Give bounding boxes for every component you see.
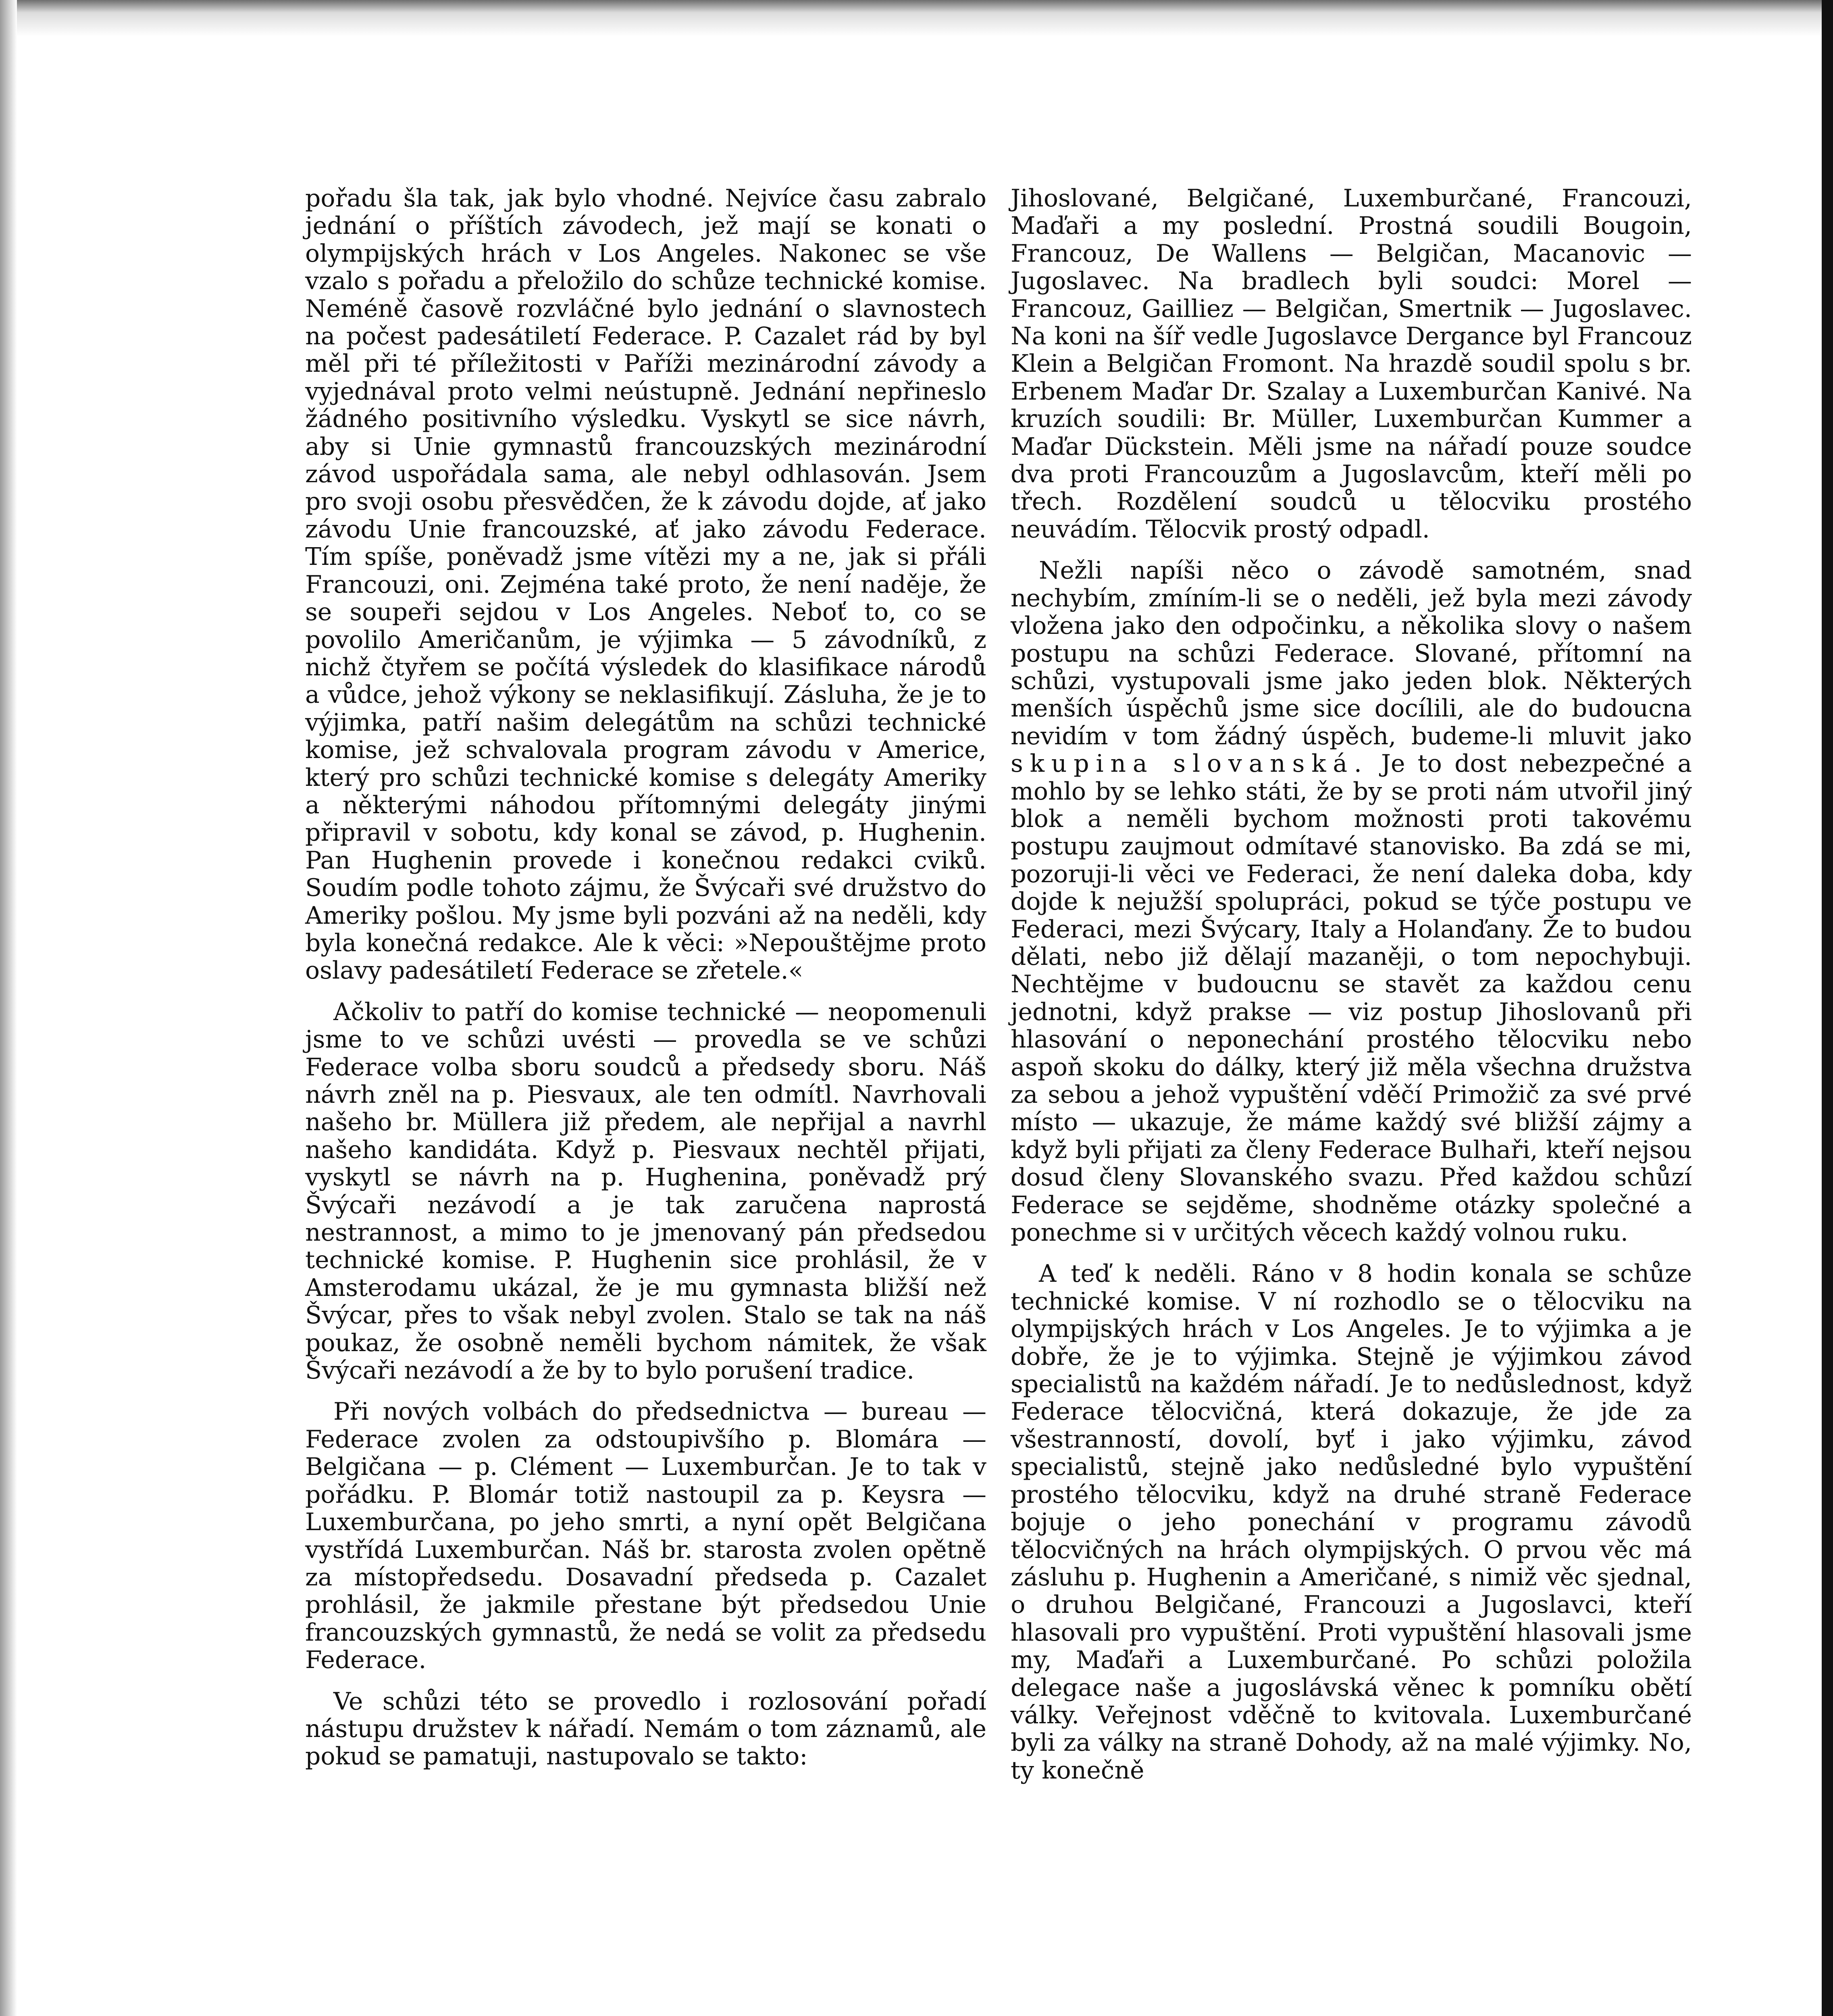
right-paragraph-3: A teď k neděli. Ráno v 8 hodin konala se schůze technické komise. V ní rozhodlo se o tělocviku na olympijských hrách v Los Angeles. Je to výjimka a je dobře, že je to výjimka. Stejně je výjimkou závod specialistů na každém nářadí. Je to nedůslednost, když Federace tělocvičná, která dokazuje, že jde za všestranností, dovolí, byť i jako výjimku, závod specialistů, stejně jako nedůsledné bylo vypuštění prostého tělocviku, když na druhé straně Federace bojuje o jeho ponechání v programu závodů tělocvičných na hrách olympijských. O prvou věc má zásluhu p. Hughenin a Američané, s nimiž věc sjednal, o druhou Belgičané, Francouzi a Jugoslavci, kteří hlasovali pro vypuštění. Proti vypuštění hlasovali jsme my, Maďaři a Luxemburčané. Po schůzi položila delegace naše a jugoslávská věnec k pomníku obětí války. Veřejnost vděčně to kvitovala. Luxemburčané byli za války na straně Dohody, až na malé výjimky. No, ty konečně — [1011, 1260, 1692, 1785]
right-paragraph-2 — [1011, 557, 1692, 1246]
spaced-emphasis-text: skupina slovanská. — [1011, 750, 1369, 778]
left-paragraph-3: Při nových volbách do předsednictva — bureau — Federace zvolen za odstoupivšího p. Blomára — Belgičana — p. Clément — Luxemburčan. Je to tak v pořádku. P. Blomár totiž nastoupil za p. Keysra — Luxemburčana, po jeho smrti, a nyní opět Belgičana vystřídá Luxemburčan. Náš br. starosta zvolen opětně za místopředsedu. Dosavadní předseda p. Cazalet prohlásil, že jakmile přestane být předsedou Unie francouzských gymnastů, že nedá se volit za předsedu Federace. — [305, 1397, 986, 1674]
left-text-column — [305, 185, 986, 1770]
page-top-edge — [0, 0, 1833, 36]
right-paragraph-1: Jihoslované, Belgičané, Luxemburčané, Francouzi, Maďaři a my poslední. Prostná soudili Bougoin, Francouz, De Wallens — Belgičan, Macanovic — Jugoslavec. Na bradlech byli soudci: Morel — Francouz, Gailliez — Belgičan, Smertnik — Jugoslavec. Na koni na šíř vedle Jugoslavce Dergance byl Francouz Klein a Belgičan Fromont. Na hrazdě soudil spolu s br. Erbenem Maďar Dr. Szalay a Luxemburčan Kanivé. Na kruzích soudili: Br. Müller, Luxemburčan Kummer a Maďar Dückstein. Měli jsme na nářadí pouze soudce dva proti Francouzům a Jugoslavcům, kteří měli po třech. Rozdělení soudců u tělocviku prostého neuvádím. Tělocvik prostý odpadl. — [1011, 184, 1692, 544]
left-paragraph-2: Ačkoliv to patří do komise technické — neopomenuli jsme to ve schůzi uvésti — provedla se ve schůzi Federace volba sboru soudců a předsedy sboru. Náš návrh zněl na p. Piesvaux, ale ten odmítl. Navrhovali našeho br. Müllera již předem, ale nepřijal a navrhl našeho kandidáta. Když p. Piesvaux nechtěl přijati, vyskytl se návrh na p. Hughenina, poněvadž prý Švýcaři nezávodí a je tak zaručena naprostá nestrannost, a mimo to je jmenovaný pán předsedou technické komise. P. Hughenin sice prohlásil, že v Amsterodamu ukázal, že je mu gymnasta bližší než Švýcar, přes to však nebyl zvolen. Stalo se tak na náš poukaz, že osobně neměli bychom námitek, že však Švýcaři nezávodí a že by to bylo porušení tradice. — [305, 998, 986, 1385]
left-paragraph-1: pořadu šla tak, jak bylo vhodné. Nejvíce času zabralo jednání o příštích závodech, jež mají se konati o olympijských hrách v Los Angeles. Nakonec se vše vzalo s pořadu a přeložilo do schůze technické komise. Neméně časově rozvláčné bylo jednání o slavnostech na počest padesátiletí Federace. P. Cazalet rád by byl měl při té příležitosti v Paříži mezinárodní závody a vyjednával proto velmi neústupně. Jednání nepřineslo žádného positivního výsledku. Vyskytl se sice návrh, aby si Unie gymnastů francouzských mezinárodní závod uspořádala sama, ale nebyl odhlasován. Jsem pro svoji osobu přesvědčen, že k závodu dojde, ať jako závodu Unie francouzské, ať jako závodu Federace. Tím spíše, poněvadž jsme vítězi my a ne, jak si přáli Francouzi, oni. Zejména také proto, že není naděje, že se soupeři sejdou v Los Angeles. Neboť to, co se povolilo Američanům, je výjimka — 5 závodníků, z nichž čtyřem se počítá výsledek do klasifikace národů a vůdce, jehož výkony se neklasifikují. Zásluha, že je to výjimka, patří našim delegátům na schůzi technické komise, jež schvalovala program závodu v Americe, který pro schůzi technické komise s delegáty Ameriky a některými náhodou přítomnými delegáty jinými připravil v sobotu, kdy konal se závod, p. Hughenin. Pan Hughenin provede i konečnou redakci cviků. Soudím podle tohoto zájmu, že Švýcaři své družstvo do Ameriky pošlou. My jsme byli pozváni až na neděli, kdy byla konečná redakce. Ale k věci: »Nepouštějme proto oslavy padesátiletí Federace se zřetele.« — [305, 184, 986, 985]
right-text-column — [1011, 185, 1692, 1784]
right-paragraph-2-after-emphasis: Je to dost nebezpečné a mohlo by se lehko státi, že by se proti nám utvořil jiný blok a neměli bychom možnosti proti takovému postupu zaujmout odmítavé stanovisko. Ba zdá se mi, pozoruji-li věci ve Federaci, že není daleka doba, kdy dojde k nejužší spolupráci, pokud se týče postupu ve Federaci, mezi Švýcary, Italy a Holanďany. Že to budou dělati, nebo již dělají mazaněji, o tom nepochybuji. Nechtějme v budoucnu se stavět za každou cenu jednotni, když prakse — viz postup Jihoslovanů při hlasování o neponechání prostého tělocviku nebo aspoň skoku do dálky, který již měla všechna družstva za sebou a jehož vypuštění vděčí Primožič za své prvé místo — ukazuje, že máme každý své bližší zájmy a když byli přijati za členy Federace Bulhaři, kteří nejsou dosud členy Slovanského svazu. Před každou schůzí Federace se sejděme, shodněme otázky společné a ponechme si v určitých věcech každý volnou ruku. — [1011, 750, 1692, 1247]
page-right-edge — [1822, 0, 1833, 2016]
page-left-edge — [0, 0, 17, 2016]
right-paragraph-2-before-emphasis: Nežli napíši něco o závodě samotném, snad nechybím, zmíním-li se o neděli, jež byla mezi závody vložena jako den odpočinku, a několika slovy o našem postupu na schůzi Federace. Slované, přítomní na schůzi, vystupovali jsme jako jeden blok. Některých menších úspěchů jsme sice docílili, ale do budoucna nevidím v tom žádný úspěch, budeme-li mluvit jako — [1011, 556, 1692, 750]
left-paragraph-4: Ve schůzi této se provedlo i rozlosování pořadí nástupu družstev k nářadí. Nemám o tom záznamů, ale pokud se pamatuji, nastupovalo se takto: — [305, 1687, 986, 1771]
